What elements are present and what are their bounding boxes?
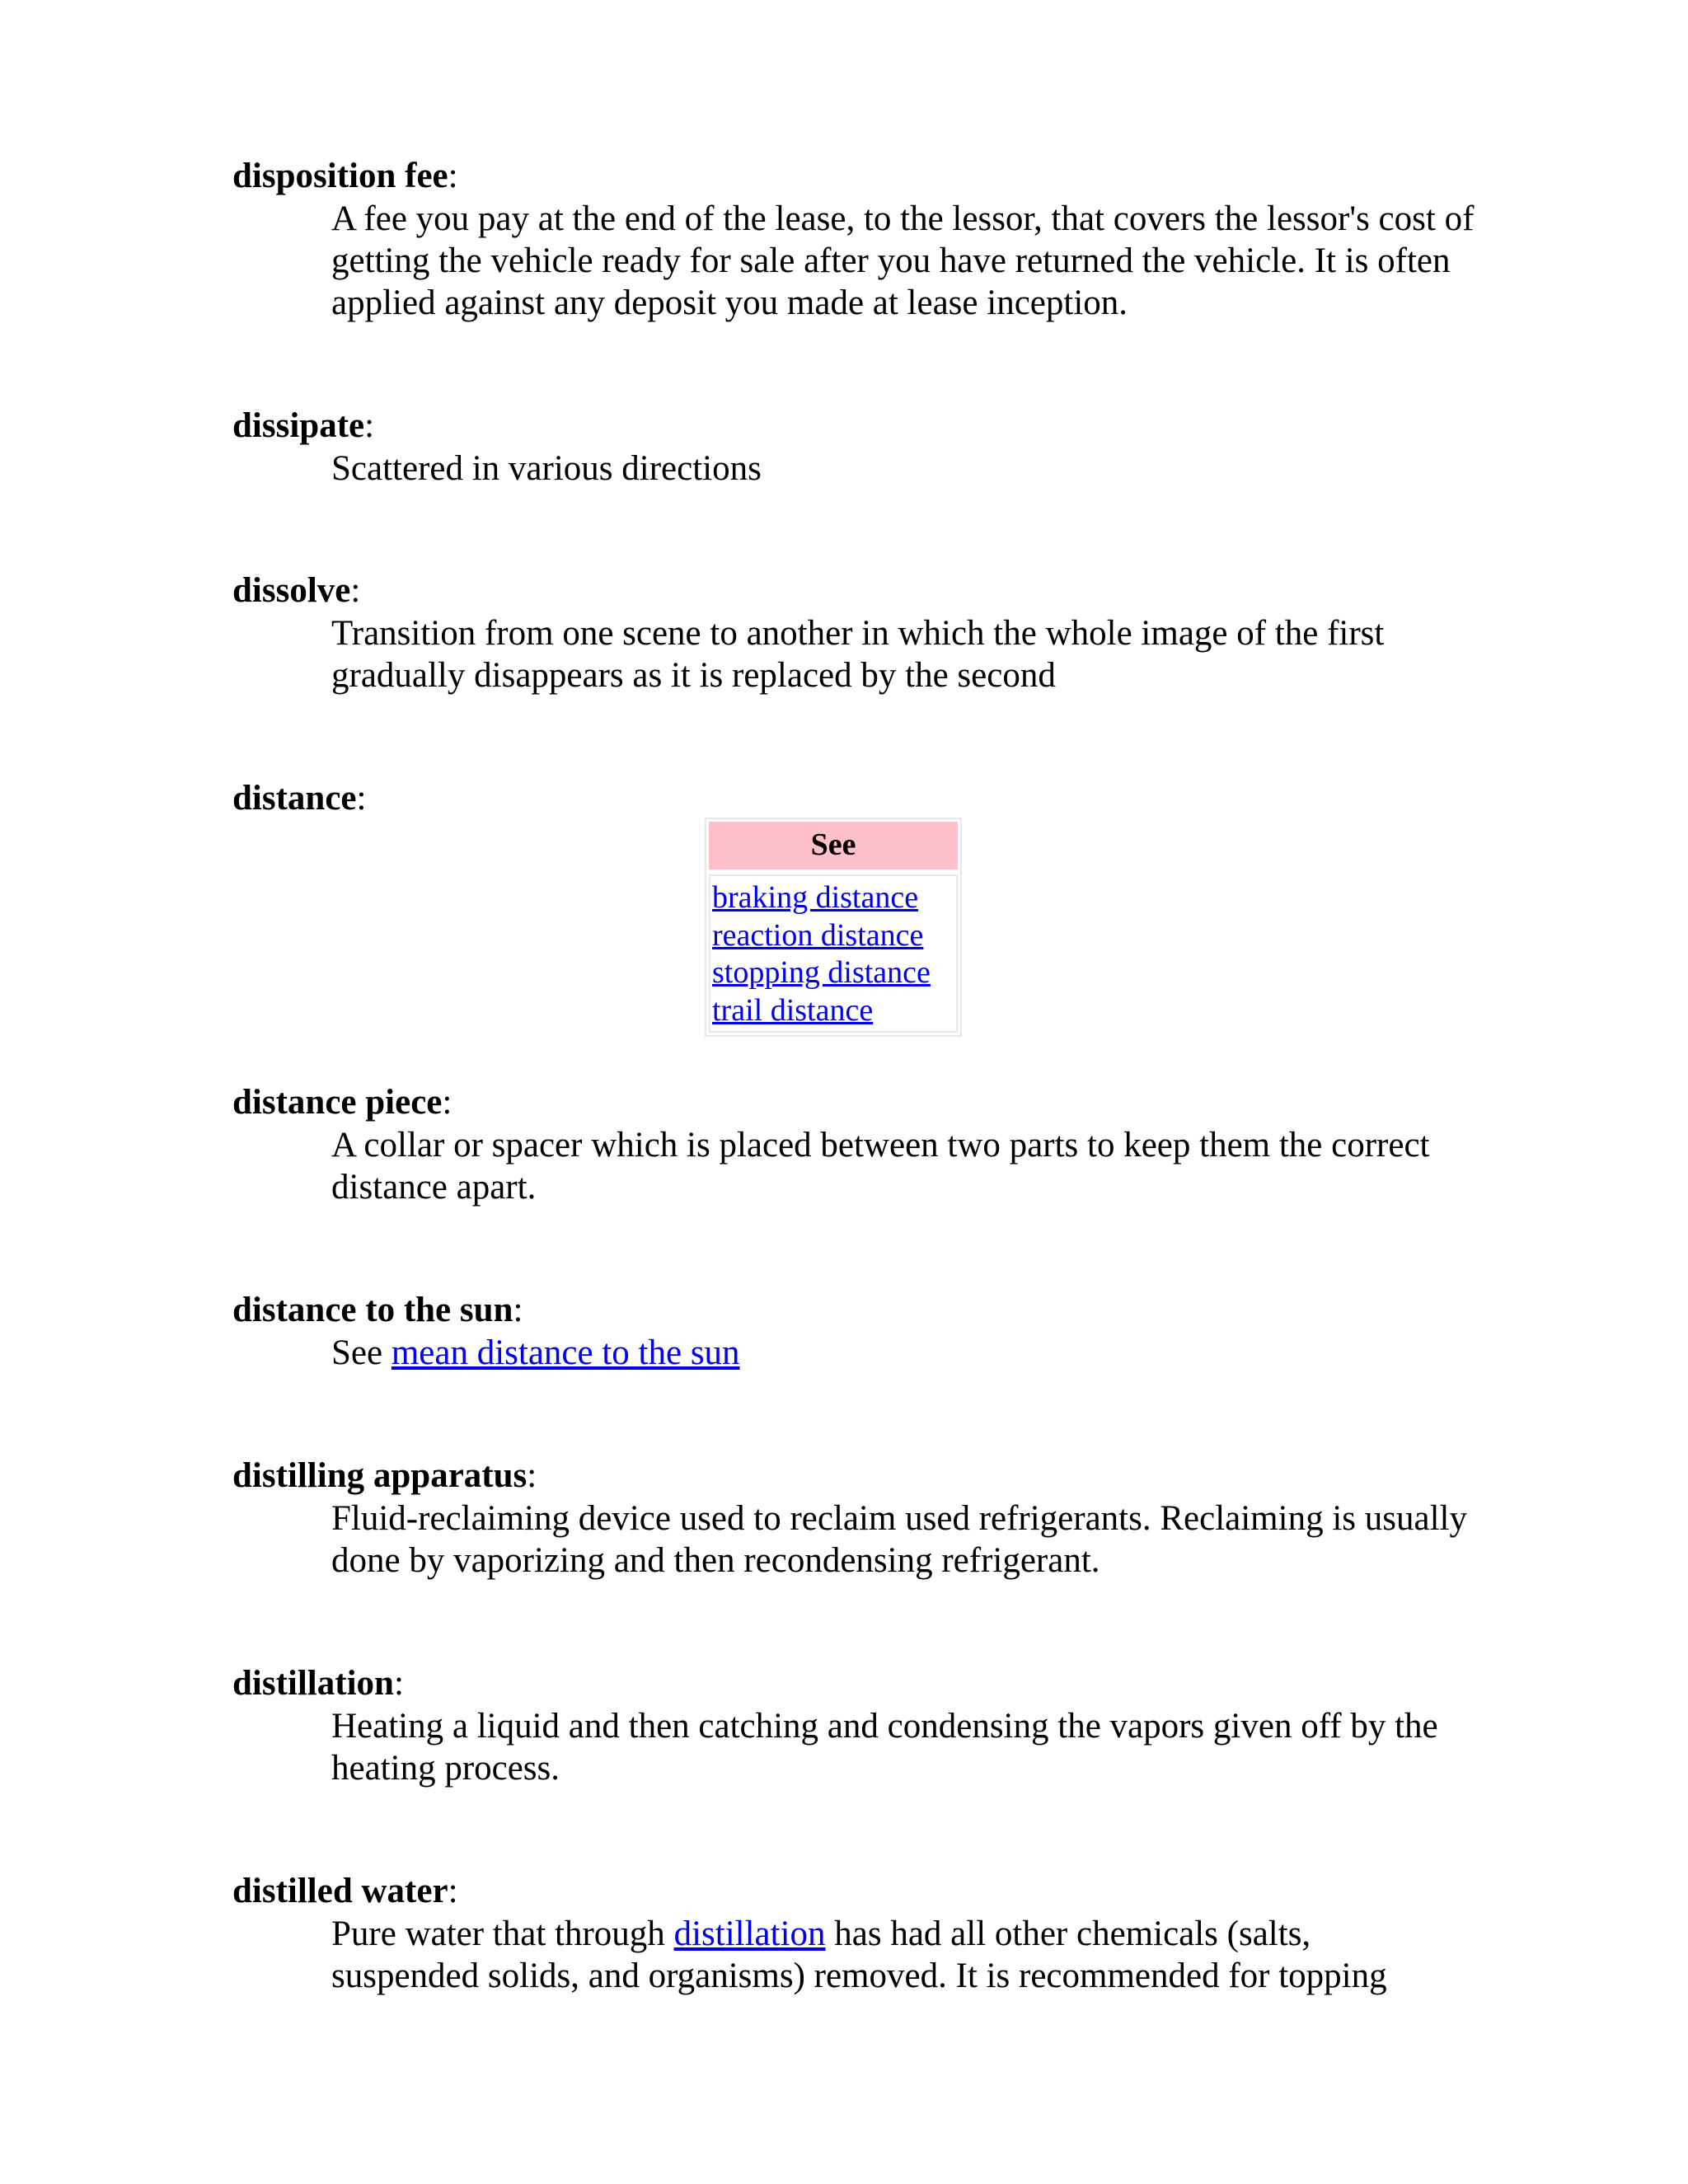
term-colon: : (393, 1664, 404, 1703)
definition (331, 1332, 1502, 1374)
definition-text: has had all other chemicals (salts, (825, 1915, 1311, 1953)
term-colon: : (350, 571, 361, 610)
definition-text: See (331, 1333, 392, 1372)
term-colon: : (364, 406, 375, 445)
term-line (232, 1455, 1485, 1497)
definition-text: suspended solids, and organisms) removed. It is recommended for topping (331, 1957, 1387, 1995)
term-line (232, 1289, 1485, 1332)
definition: A fee you pay at the end of the lease, to the lessor, that covers the lessor's cost of getting the vehicle ready for sale after you have returned the vehicle. It is often applied against any deposit you made at lease inception. (331, 199, 1475, 322)
link-mean-distance-to-the-sun[interactable]: mean distance to the sun (391, 1333, 740, 1372)
glossary-entry-distance (232, 777, 1485, 820)
term: distilled water (232, 1872, 448, 1910)
definition: A collar or spacer which is placed between two parts to keep them the correct distance apart. (331, 1126, 1430, 1207)
term-line (232, 1870, 1485, 1913)
glossary-entry-distillation (232, 1662, 1485, 1789)
link-distillation[interactable]: distillation (673, 1915, 826, 1953)
term: disposition fee (232, 157, 448, 195)
definition: Fluid-reclaiming device used to reclaim used refrigerants. Reclaiming is usually done by vaporizing and then recondensing refrigerant. (331, 1499, 1467, 1580)
link-braking-distance[interactable]: braking distance (712, 880, 919, 915)
see-also-header: See (709, 822, 958, 869)
term: dissipate (232, 406, 365, 445)
definition: Transition from one scene to another in which the whole image of the first gradually disappears as it is replaced by the second (331, 614, 1385, 695)
term: distance to the sun (232, 1291, 513, 1329)
definition (331, 1913, 1502, 1997)
definition-text: Pure water that through (331, 1915, 674, 1953)
glossary-entry-dissipate (232, 405, 1485, 490)
link-reaction-distance[interactable]: reaction distance (712, 917, 924, 953)
term-line (232, 1662, 1485, 1705)
term-colon: : (527, 1456, 537, 1495)
term: distillation (232, 1664, 394, 1703)
term-colon: : (448, 1872, 458, 1910)
term: dissolve (232, 571, 351, 610)
see-also-table (705, 818, 962, 1037)
term: distilling apparatus (232, 1456, 528, 1495)
term-colon: : (356, 779, 367, 818)
term-line (232, 405, 1485, 448)
term: distance piece (232, 1083, 443, 1122)
glossary-entry-distance-to-the-sun (232, 1289, 1485, 1374)
glossary-entry-distilled-water (232, 1870, 1485, 1997)
glossary-entry-distance-piece (232, 1081, 1485, 1208)
term-line (232, 777, 1485, 820)
term-line (232, 1081, 1485, 1124)
definition: Heating a liquid and then catching and condensing the vapors given off by the heating process. (331, 1707, 1438, 1788)
term: distance (232, 779, 357, 818)
definition: Scattered in various directions (331, 449, 762, 488)
term-colon: : (513, 1291, 523, 1329)
glossary-entry-disposition-fee (232, 155, 1485, 324)
glossary-entry-dissolve (232, 569, 1485, 696)
link-trail-distance[interactable]: trail distance (712, 992, 874, 1028)
term-line (232, 155, 1485, 198)
term-line (232, 569, 1485, 612)
term-colon: : (442, 1083, 452, 1122)
term-colon: : (448, 157, 458, 195)
link-stopping-distance[interactable]: stopping distance (712, 955, 931, 990)
glossary-entry-distilling-apparatus (232, 1455, 1485, 1582)
see-also-links (709, 874, 958, 1033)
